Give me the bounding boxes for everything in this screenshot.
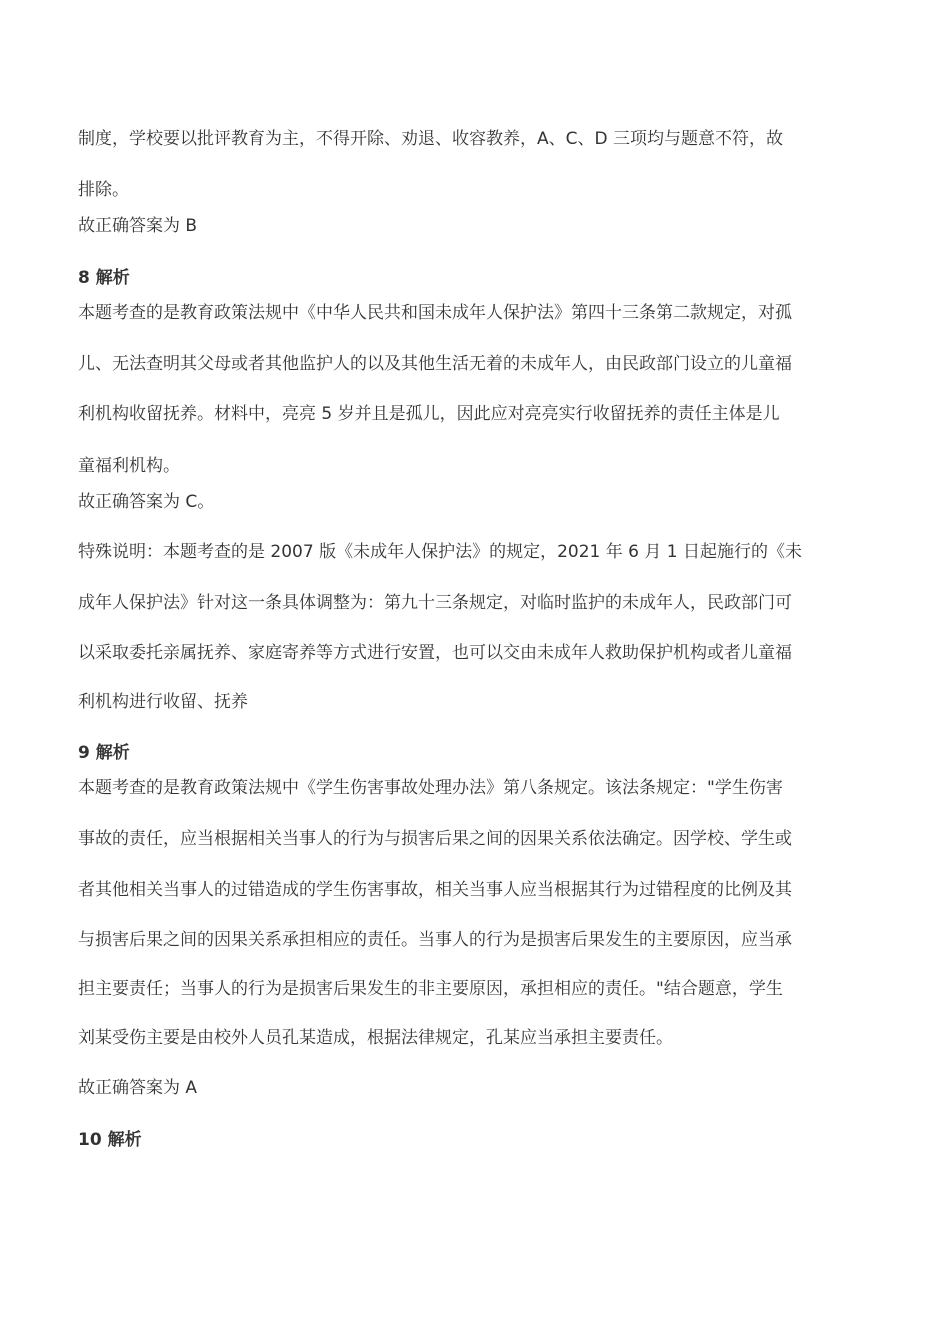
answer-line: 故正确答案为 B xyxy=(78,216,198,236)
paragraph-line: 排除。 xyxy=(78,180,129,200)
section-heading-9: 9 解析 xyxy=(78,743,130,763)
answer-line: 故正确答案为 A xyxy=(78,1078,198,1098)
paragraph-line: 利机构收留抚养。材料中，亮亮 5 岁并且是孤儿，因此应对亮亮实行收留抚养的责任主体是儿 xyxy=(78,404,780,424)
paragraph-line: 本题考查的是教育政策法规中《中华人民共和国未成年人保护法》第四十三条第二款规定，对孤 xyxy=(78,303,792,323)
paragraph-line: 本题考查的是教育政策法规中《学生伤害事故处理办法》第八条规定。该法条规定："学生伤害 xyxy=(78,778,783,798)
paragraph-line: 者其他相关当事人的过错造成的学生伤害事故，相关当事人应当根据其行为过错程度的比例及其 xyxy=(78,880,792,900)
note-line: 利机构进行收留、抚养 xyxy=(78,692,248,712)
note-line: 特殊说明：本题考查的是 2007 版《未成年人保护法》的规定，2021 年 6 月 1 日起施行的《未 xyxy=(78,542,802,562)
paragraph-line: 担主要责任；当事人的行为是损害后果发生的非主要原因，承担相应的责任。"结合题意，学生 xyxy=(78,979,783,999)
paragraph-line: 事故的责任，应当根据相关当事人的行为与损害后果之间的因果关系依法确定。因学校、学生或 xyxy=(78,829,792,849)
section-heading-8: 8 解析 xyxy=(78,268,130,288)
section-heading-10: 10 解析 xyxy=(78,1130,142,1150)
paragraph-line: 与损害后果之间的因果关系承担相应的责任。当事人的行为是损害后果发生的主要原因，应当承 xyxy=(78,930,792,950)
note-line: 以采取委托亲属抚养、家庭寄养等方式进行安置，也可以交由未成年人救助保护机构或者儿童福 xyxy=(78,643,792,663)
paragraph-line: 童福利机构。 xyxy=(78,456,180,476)
paragraph-line: 制度，学校要以批评教育为主，不得开除、劝退、收容教养，A、C、D 三项均与题意不符，故 xyxy=(78,129,783,149)
answer-line: 故正确答案为 C。 xyxy=(78,492,215,512)
paragraph-line: 儿、无法查明其父母或者其他监护人的以及其他生活无着的未成年人，由民政部门设立的儿童福 xyxy=(78,354,792,374)
note-line: 成年人保护法》针对这一条具体调整为：第九十三条规定，对临时监护的未成年人，民政部门可 xyxy=(78,593,792,613)
paragraph-line: 刘某受伤主要是由校外人员孔某造成，根据法律规定，孔某应当承担主要责任。 xyxy=(78,1028,673,1048)
